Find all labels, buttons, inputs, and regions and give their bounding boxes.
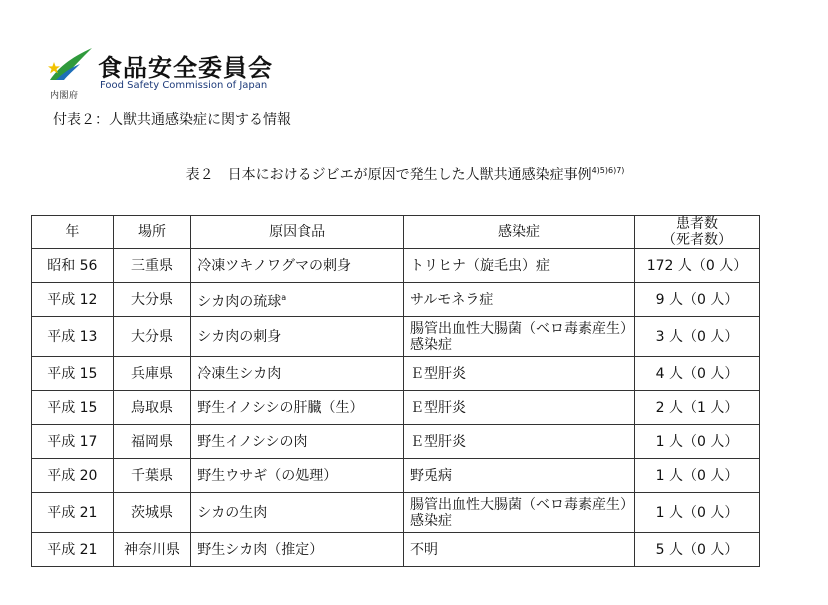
cell-year: 平成 15 [32, 391, 114, 425]
table-header-row [32, 216, 760, 249]
cell-food [191, 533, 404, 567]
food-text: 野生イノシシの肝臓（生） [197, 399, 364, 416]
cell-disease: トリヒナ（旋毛虫）症 [404, 249, 635, 283]
fsc-emblem-icon [48, 46, 94, 86]
table-row [32, 425, 760, 459]
cell-place: 茨城県 [113, 493, 191, 533]
caption-text: 表２ 日本におけるジビエが原因で発生した人獣共通感染症事例 [185, 167, 592, 183]
table-caption [0, 164, 810, 184]
food-text: 野生シカ肉（推定） [197, 541, 324, 558]
cell-year: 平成 20 [32, 459, 114, 493]
cell-year: 平成 21 [32, 533, 114, 567]
cell-patients: 1 人（0 人） [634, 493, 759, 533]
org-name-en: Food Safety Commission of Japan [100, 80, 268, 91]
header-place: 場所 [113, 216, 191, 249]
cell-place: 福岡県 [113, 425, 191, 459]
header-disease: 感染症 [404, 216, 635, 249]
header-patients [634, 216, 759, 249]
cell-food [191, 317, 404, 357]
table-row [32, 317, 760, 357]
cell-disease: 野兎病 [404, 459, 635, 493]
cell-food [191, 357, 404, 391]
cell-patients: 4 人（0 人） [634, 357, 759, 391]
cell-patients: 1 人（0 人） [634, 425, 759, 459]
appendix-heading: 付表２：人獣共通感染症に関する情報 [53, 112, 291, 128]
cell-patients: 1 人（0 人） [634, 459, 759, 493]
cell-place: 三重県 [113, 249, 191, 283]
cell-year: 平成 21 [32, 493, 114, 533]
fsc-logo [48, 40, 288, 100]
cell-patients: 2 人（1 人） [634, 391, 759, 425]
cell-year: 平成 12 [32, 283, 114, 317]
table-row [32, 283, 760, 317]
food-text: シカ肉の刺身 [197, 328, 282, 345]
cell-food [191, 493, 404, 533]
cell-place: 兵庫県 [113, 357, 191, 391]
food-text: 冷凍ツキノワグマの刺身 [197, 257, 352, 274]
cell-disease: Ｅ型肝炎 [404, 391, 635, 425]
cell-place: 大分県 [113, 283, 191, 317]
cell-disease: 腸管出血性大腸菌（ベロ毒素産生）感染症 [404, 317, 635, 357]
cell-food [191, 459, 404, 493]
caption-refs: 4)5)6)7) [591, 166, 625, 175]
cell-place: 千葉県 [113, 459, 191, 493]
cell-patients: 172 人（0 人） [634, 249, 759, 283]
cell-place: 神奈川県 [113, 533, 191, 567]
cell-disease: Ｅ型肝炎 [404, 357, 635, 391]
cell-place: 鳥取県 [113, 391, 191, 425]
cell-year: 昭和 56 [32, 249, 114, 283]
food-text: シカ肉の琉球 [197, 293, 282, 310]
table-row [32, 249, 760, 283]
cell-food [191, 425, 404, 459]
table-row [32, 459, 760, 493]
food-text: 野生イノシシの肉 [197, 433, 308, 450]
zoonosis-cases-table [31, 215, 760, 567]
table-row [32, 493, 760, 533]
header-patients-line1: 患者数 [675, 216, 718, 232]
header-year: 年 [32, 216, 114, 249]
header-food: 原因食品 [191, 216, 404, 249]
cell-disease: Ｅ型肝炎 [404, 425, 635, 459]
food-text: 冷凍生シカ肉 [197, 365, 282, 382]
cell-patients: 5 人（0 人） [634, 533, 759, 567]
table-row [32, 357, 760, 391]
org-name: 食品安全委員会 [98, 54, 273, 82]
cell-patients: 3 人（0 人） [634, 317, 759, 357]
cell-food [191, 283, 404, 317]
food-text: シカの生肉 [197, 504, 268, 521]
ministry-label: 内閣府 [50, 91, 79, 101]
food-text: 野生ウサギ（の処理） [197, 467, 338, 484]
footnote-mark: a [281, 292, 287, 302]
header-patients-line2: （死者数） [661, 232, 732, 248]
cell-disease: サルモネラ症 [404, 283, 635, 317]
cell-patients: 9 人（0 人） [634, 283, 759, 317]
cell-disease: 腸管出血性大腸菌（ベロ毒素産生）感染症 [404, 493, 635, 533]
cell-year: 平成 15 [32, 357, 114, 391]
cell-food [191, 391, 404, 425]
cell-year: 平成 17 [32, 425, 114, 459]
cell-food [191, 249, 404, 283]
cell-disease: 不明 [404, 533, 635, 567]
cell-year: 平成 13 [32, 317, 114, 357]
table-row [32, 391, 760, 425]
table-row [32, 533, 760, 567]
table-body [32, 249, 760, 567]
cell-place: 大分県 [113, 317, 191, 357]
